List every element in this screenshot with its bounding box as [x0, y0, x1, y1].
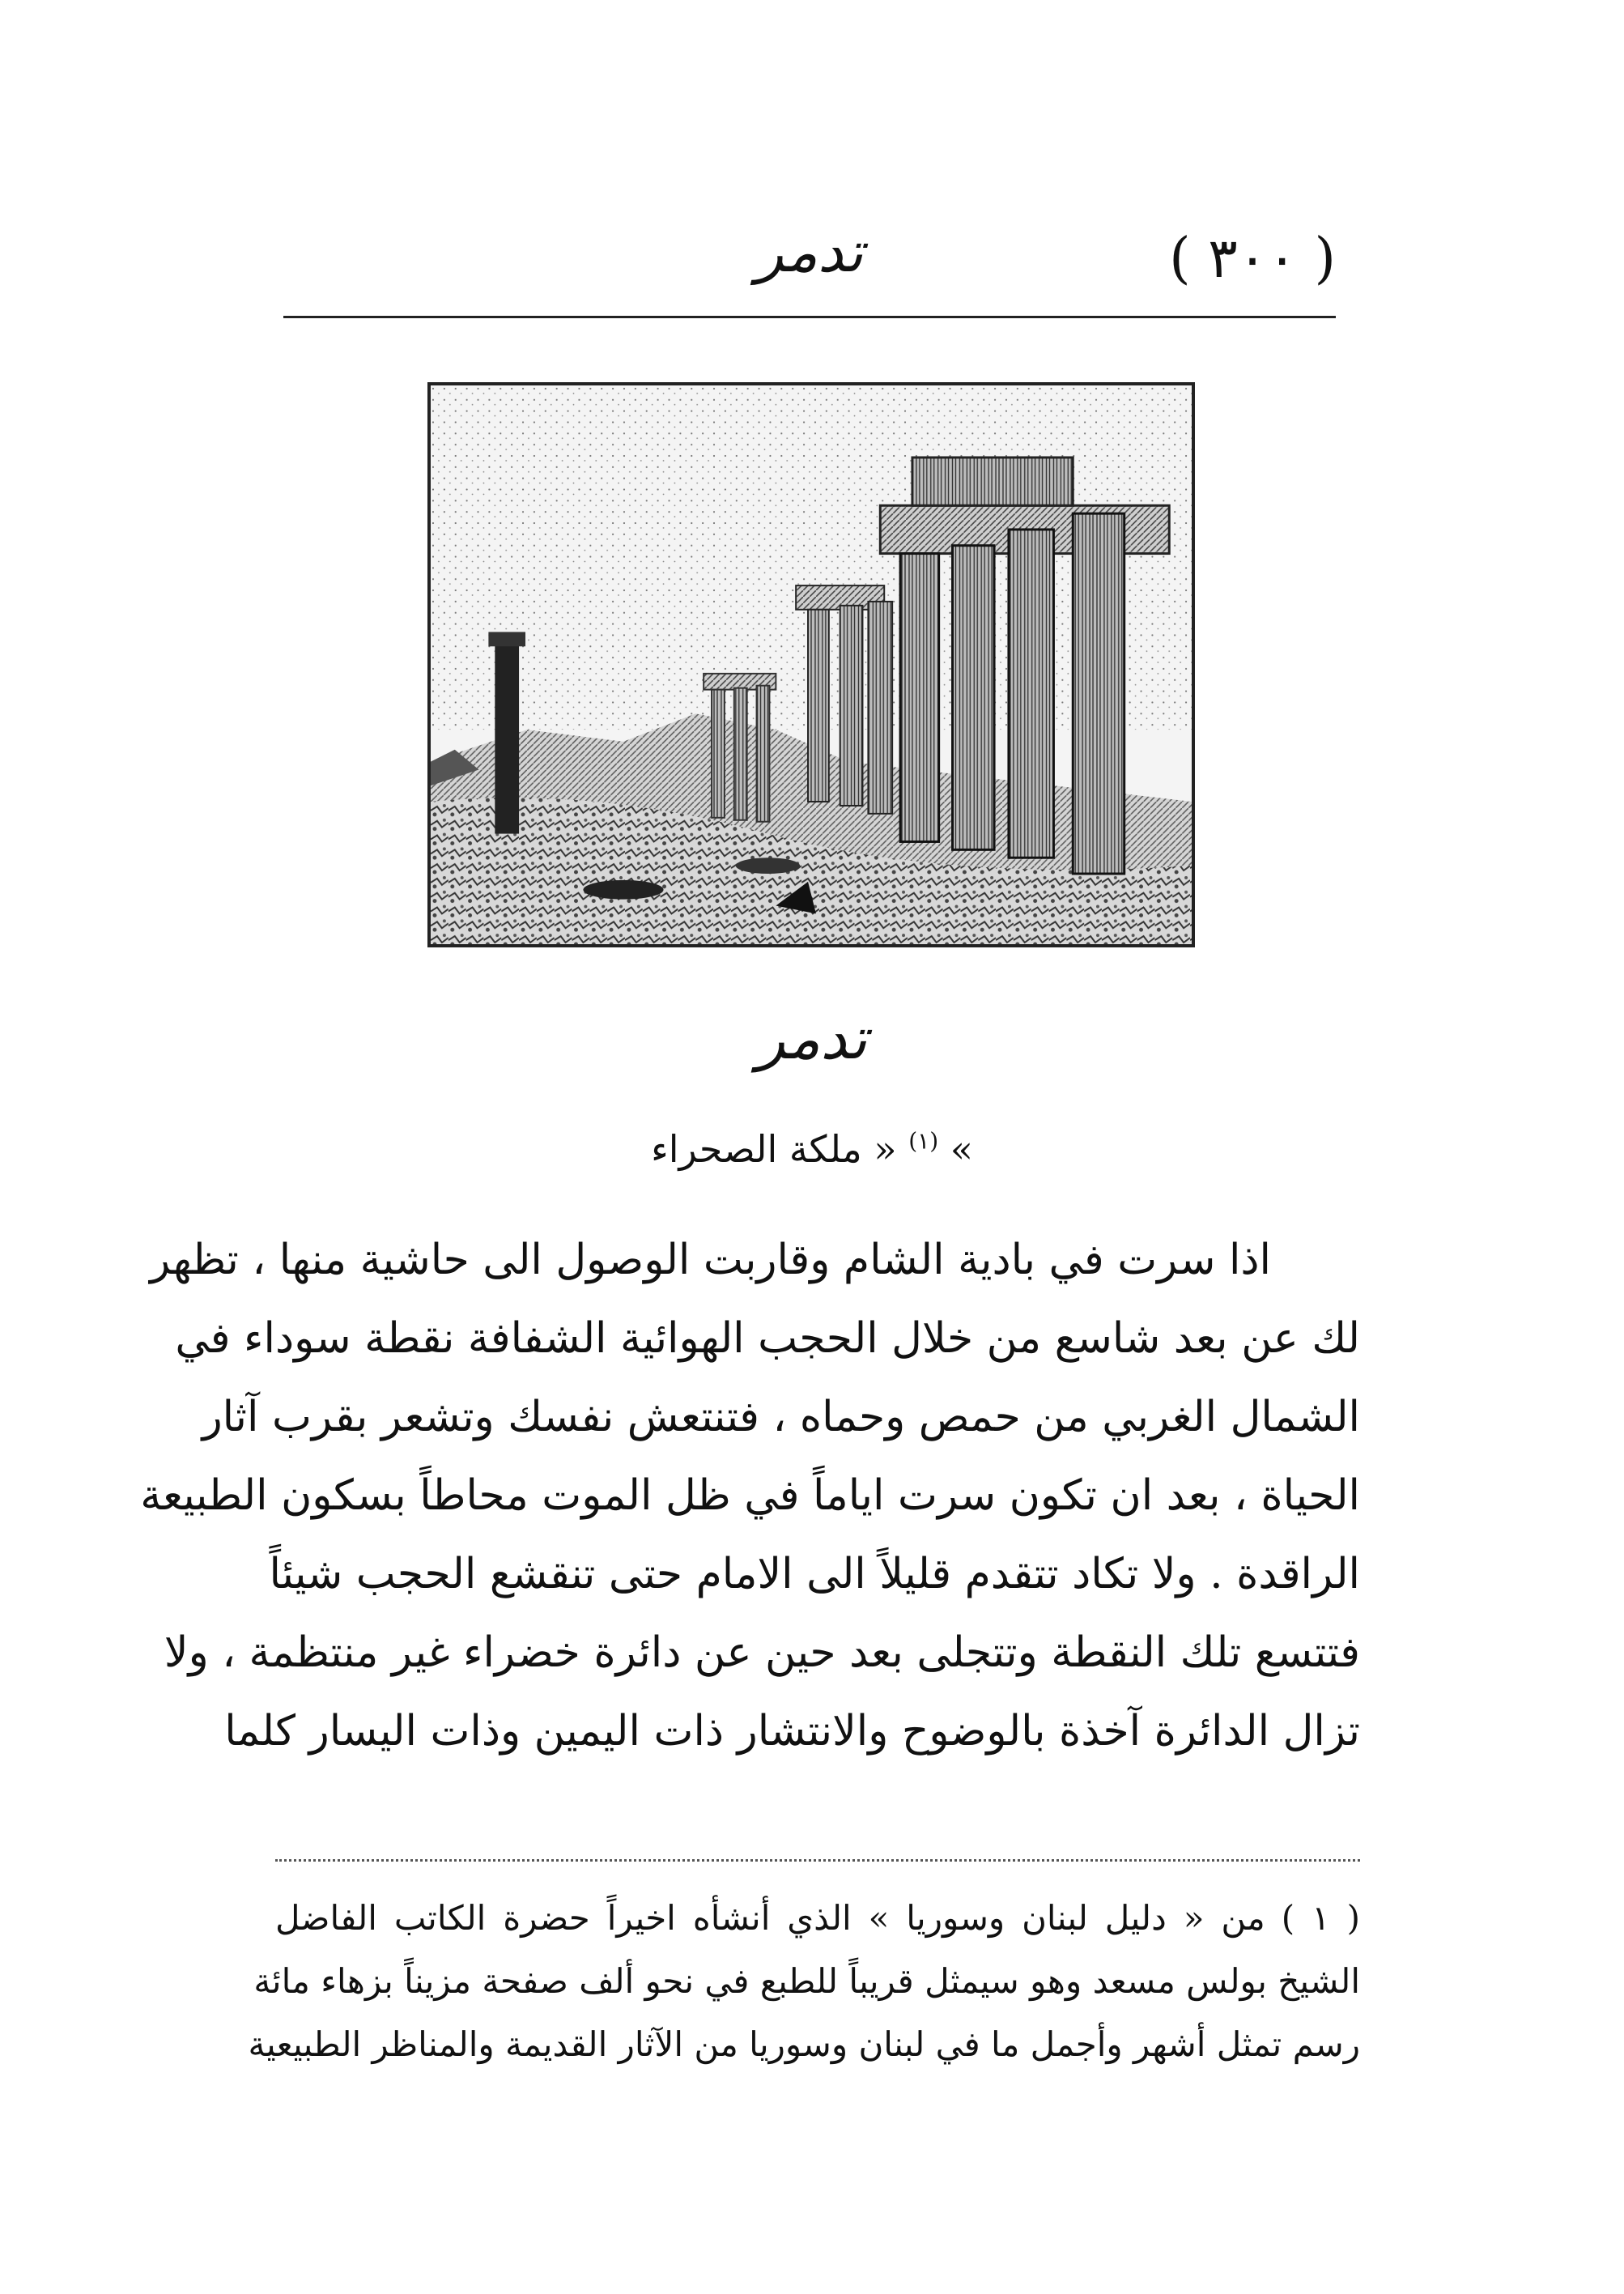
- body-line: الشمال الغربي من حمص وحماه ، فتنتعش نفسك وتشعر بقرب آثار: [202, 1393, 1360, 1441]
- body-line: الحياة ، بعد ان تكون سرت اياماً في ظل الموت محاطاً بسكون الطبيعة: [140, 1471, 1360, 1520]
- header-rule: [283, 316, 1336, 318]
- footnote-line: الشيخ بولس مسعد وهو سيمثل قريباً للطبع في نحو ألف صفحة مزيناً بزهاء مائة: [253, 1961, 1360, 2001]
- footnote-line-text: من « دليل لبنان وسوريا » الذي أنشأه اخيراً حضرة الكاتب الفاضل: [275, 1898, 1265, 1938]
- footnote-line: رسم تمثل أشهر وأجمل ما في لبنان وسوريا من الآثار القديمة والمناظر الطبيعية: [248, 2024, 1360, 2064]
- footnote-reference: (١): [908, 1127, 939, 1155]
- footnote-line: [275, 1887, 1360, 1950]
- footnote-separator: [275, 1859, 1360, 1862]
- page-number: ( ٣٠٠ ): [1169, 227, 1336, 291]
- body-paragraph: [140, 1221, 1360, 1771]
- page-header: [283, 219, 1336, 316]
- body-line: لك عن بعد شاسع من خلال الحجب الهوائية الشفافة نقطة سوداء في: [175, 1314, 1360, 1363]
- body-line: فتتسع تلك النقطة وتتجلى بعد حين عن دائرة خضراء غير منتظمة ، ولا: [164, 1628, 1360, 1677]
- figure-caption: تدمر: [756, 1004, 868, 1072]
- body-line: تزال الدائرة آخذة بالوضوح والانتشار ذات اليمين وذات اليسار كلما: [224, 1707, 1360, 1756]
- section-subtitle: [0, 1127, 1624, 1171]
- running-head: تدمر: [755, 219, 864, 285]
- body-line: اذا سرت في بادية الشام وقاربت الوصول الى حاشية منها ، تظهر: [150, 1236, 1271, 1284]
- footnote: [248, 1887, 1360, 2076]
- footnote-marker: ( ١ ): [1281, 1898, 1360, 1938]
- body-line: الراقدة . ولا تكاد تتقدم قليلاً الى الامام حتى تنقشع الحجب شيئاً: [269, 1550, 1360, 1598]
- subtitle-close-quote: »: [950, 1127, 973, 1171]
- subtitle-text: « ملكة الصحراء: [651, 1127, 897, 1171]
- ruins-engraving-image: [431, 385, 1192, 944]
- palmyra-ruins-illustration: [427, 382, 1195, 947]
